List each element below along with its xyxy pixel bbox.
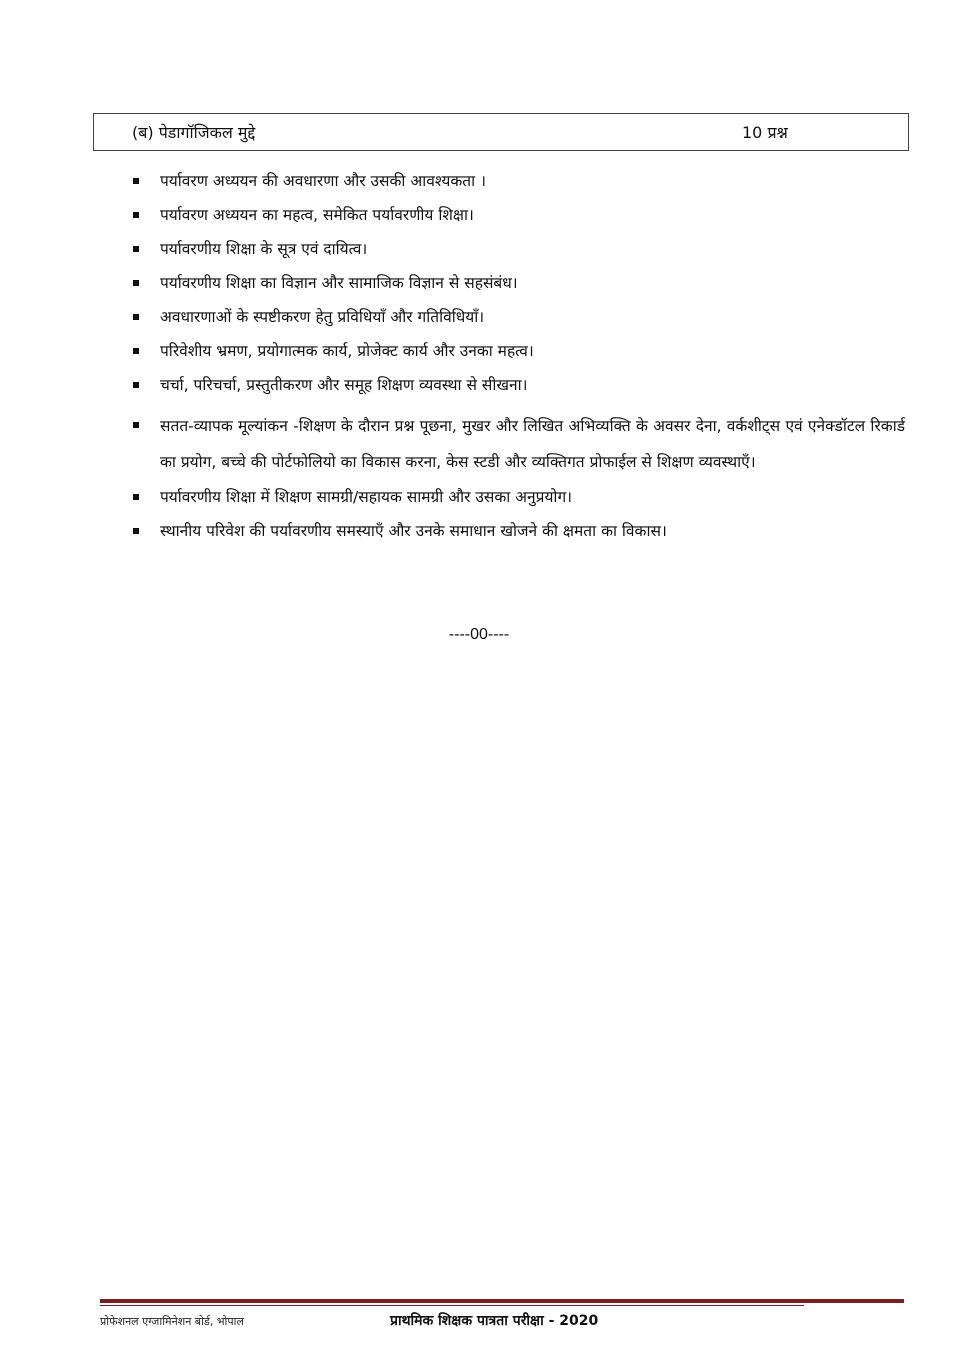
list-item-text: स्थानीय परिवेश की पर्यावरणीय समस्याएँ और उनके समाधान खोजने की क्षमता का विकास। bbox=[160, 522, 667, 540]
list-item-text: पर्यावरण अध्ययन का महत्व, समेकित पर्यावरणीय शिक्षा। bbox=[160, 206, 474, 224]
list-item bbox=[130, 204, 905, 226]
square-bullet-icon bbox=[133, 348, 139, 354]
list-item bbox=[130, 238, 905, 260]
footer-publisher: प्रोफेशनल एग्जामिनेशन बोर्ड, भोपाल bbox=[100, 1315, 244, 1328]
list-item-text: पर्यावरणीय शिक्षा में शिक्षण सामग्री/सहायक सामग्री और उसका अनुप्रयोग। bbox=[160, 488, 573, 506]
list-item-text: परिवेशीय भ्रमण, प्रयोगात्मक कार्य, प्रोजेक्ट कार्य और उनका महत्व। bbox=[160, 342, 534, 360]
section-title: (ब) पेडागॉजिकल मुद्दे bbox=[132, 123, 256, 142]
square-bullet-icon bbox=[133, 314, 139, 320]
footer-exam-title: प्राथमिक शिक्षक पात्रता परीक्षा - 2020 bbox=[390, 1313, 599, 1329]
list-item-text: पर्यावरण अध्ययन की अवधारणा और उसकी आवश्यकता । bbox=[160, 172, 486, 190]
square-bullet-icon bbox=[133, 178, 139, 184]
list-item-text: पर्यावरणीय शिक्षा के सूत्र एवं दायित्व। bbox=[160, 240, 368, 258]
list-item bbox=[130, 272, 905, 294]
section-header-box bbox=[93, 113, 909, 151]
list-item-text: पर्यावरणीय शिक्षा का विज्ञान और सामाजिक विज्ञान से सहसंबंध। bbox=[160, 274, 518, 292]
end-of-section-mark: ----00---- bbox=[448, 626, 510, 643]
square-bullet-icon bbox=[133, 382, 139, 388]
list-item bbox=[130, 374, 905, 396]
square-bullet-icon bbox=[133, 246, 139, 252]
square-bullet-icon bbox=[133, 212, 139, 218]
footer-rule-thin bbox=[100, 1305, 804, 1306]
list-item bbox=[130, 340, 905, 362]
list-item-text: चर्चा, परिचर्चा, प्रस्तुतीकरण और समूह शिक्षण व्यवस्था से सीखना। bbox=[160, 376, 528, 394]
square-bullet-icon bbox=[133, 528, 139, 534]
list-item-text: अवधारणाओं के स्पष्टीकरण हेतु प्रविधियाँ और गतिविधियाँ। bbox=[160, 308, 485, 326]
topic-list bbox=[130, 170, 905, 554]
list-item bbox=[130, 170, 905, 192]
list-item bbox=[130, 306, 905, 328]
square-bullet-icon bbox=[133, 422, 139, 428]
footer-rule bbox=[100, 1299, 904, 1303]
list-item bbox=[130, 486, 905, 508]
square-bullet-icon bbox=[133, 280, 139, 286]
square-bullet-icon bbox=[133, 494, 139, 500]
list-item bbox=[130, 520, 905, 542]
list-item-text: सतत-व्यापक मूल्यांकन -शिक्षण के दौरान प्रश्न पूछना, मुखर और लिखित अभिव्यक्ति के अवसर देना, वर्कशीट्स एवं एनेक्डॉटल रिकार्ड का प्रयोग, बच्चे की पोर्टफोलियो का विकास करना, केस स्टडी और व्यक्तिगत प्रोफाईल से शिक्षण व्यवस्थाएँ। bbox=[160, 417, 905, 471]
list-item bbox=[130, 408, 905, 480]
question-count: 10 प्रश्न bbox=[742, 123, 788, 142]
